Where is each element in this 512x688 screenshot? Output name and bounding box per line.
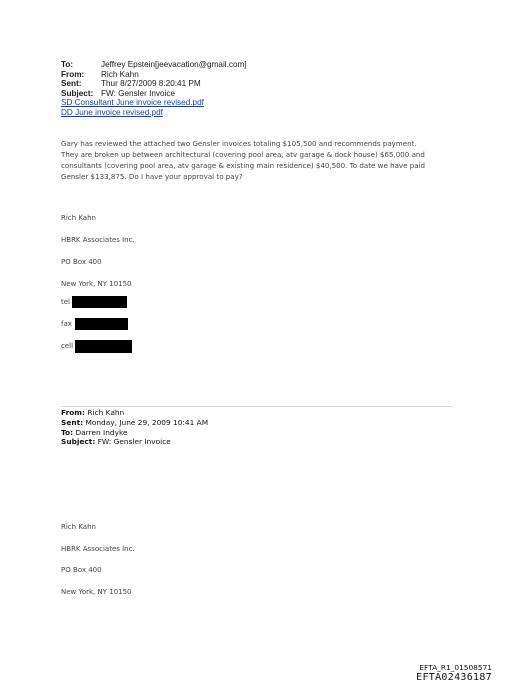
body-line: Gensler $133,875. Do I have your approval to pay? (61, 172, 243, 181)
attachment-link[interactable]: DD June invoice revised.pdf (61, 108, 163, 117)
document-id-primary: EFTA_R1_01508571 (419, 663, 492, 672)
to-value: Jeffrey Epstein[jeevacation@gmail.com] (101, 60, 247, 69)
fwd-to-label: To: (61, 427, 74, 437)
body-line: Gary has reviewed the attached two Gensler invoices totaling $105,500 and recommends payment. (61, 139, 417, 148)
signature-city: New York, NY 10150 (61, 588, 132, 596)
forward-divider (61, 406, 453, 407)
fwd-from-value: Rich Kahn (87, 408, 125, 417)
signature-company: HBRK Associates Inc. (61, 545, 135, 553)
document-id-secondary: EFTA02436187 (416, 672, 492, 683)
from-value: Rich Kahn (101, 69, 139, 79)
fwd-subject-label: Subject: (61, 437, 96, 447)
redaction-block (75, 318, 128, 330)
sent-label: Sent: (61, 79, 82, 89)
email-body (61, 138, 461, 182)
sent-value: Thur 8/27/2009 8:20:41 PM (101, 79, 201, 89)
fwd-subject-value: FW: Gensler Invoice (97, 437, 171, 447)
signature-city: New York, NY 10150 (61, 280, 132, 288)
signature-po-box: PO Box 400 (61, 258, 102, 266)
email-subject-line (61, 89, 175, 99)
body-line: They are broken up between architectural (covering pool area, atv garage & dock house) $65,000 and (61, 150, 425, 159)
forwarded-sent-line (61, 418, 208, 428)
email-to-line (61, 60, 247, 70)
subject-label: Subject: (61, 88, 94, 98)
body-line: consultants (covering pool area, atv garage & existing main residence) $40,500. To date we have paid (61, 161, 426, 170)
fwd-sent-label: Sent: (61, 417, 84, 427)
email-sent-line (61, 79, 201, 89)
signature-fax-label: fax (61, 320, 72, 328)
fwd-from-label: From: (61, 408, 85, 417)
signature-name: Rich Kahn (61, 214, 96, 222)
forwarded-subject-line (61, 437, 171, 447)
subject-value: FW: Gensler Invoice (101, 88, 176, 98)
forwarded-from-line (61, 408, 124, 418)
signature-company: HBRK Associates Inc. (61, 236, 135, 244)
redaction-block (75, 340, 132, 353)
fwd-sent-value: Monday, June 29, 2009 10:41 AM (85, 417, 209, 427)
signature-tel-label: tel (61, 298, 70, 306)
email-from-line (61, 70, 139, 80)
signature-po-box: PO Box 400 (61, 566, 102, 574)
signature-name: Rich Kahn (61, 523, 96, 531)
attachment-link[interactable]: SD Consultant June invoice revised.pdf (61, 98, 204, 108)
forwarded-to-line (61, 428, 128, 438)
redaction-block (72, 296, 127, 308)
fwd-to-value: Darren Indyke (75, 427, 128, 437)
to-label: To: (61, 60, 74, 69)
signature-cell-label: cell (61, 342, 74, 350)
from-label: From: (61, 69, 85, 79)
